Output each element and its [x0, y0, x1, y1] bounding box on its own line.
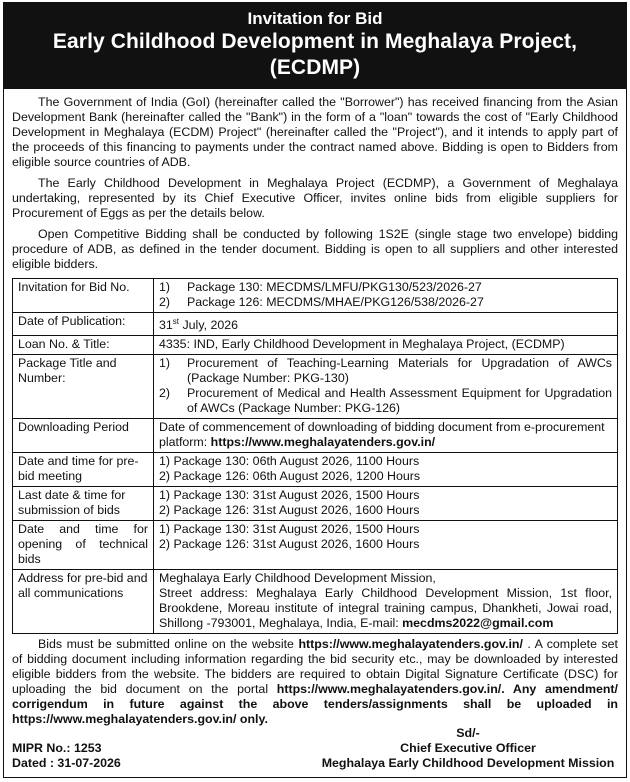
table-row: [13, 521, 618, 570]
notice-body: [4, 89, 626, 727]
download-value: Date of commencement of downloading of bidding document from e-procurement platform: https://www.meghalayatenders.gov.in/: [154, 419, 618, 453]
tender-portal-link[interactable]: https://www.meghalayatenders.gov.in/: [298, 637, 523, 652]
prebid-label: Date and time for pre-bid meeting: [13, 453, 154, 487]
signatory-organization: Meghalaya Early Childhood Development Mission: [321, 756, 615, 770]
table-row: [13, 279, 618, 313]
ifb-label: Invitation for Bid No.: [13, 279, 154, 313]
dated: Dated : 31-07-2026: [12, 756, 121, 770]
table-row: [13, 355, 618, 419]
ifb-value: [154, 279, 618, 313]
table-row: [13, 570, 618, 634]
lastdate-label: Last date & time for submission of bids: [13, 487, 154, 521]
table-row: [13, 313, 618, 336]
package-value: [154, 355, 618, 419]
loan-label: Loan No. & Title:: [13, 336, 154, 355]
paragraph-procedure: Open Competitive Bidding shall be conducted by following 1S2E (single stage two envelope) bidding procedure of ADB, as defined in the tender document. Bidding is open to all suppliers and other interested eligible bidders.: [12, 227, 618, 271]
signatory-designation: Chief Executive Officer: [400, 741, 536, 755]
mipr-block: [12, 741, 121, 771]
paragraph-submission: Bids must be submitted online on the website https://www.meghalayatenders.gov.in/ . A complete set of bidding document including information regarding the bid security etc., may be downloaded by interested eligible bidders from the website. The bidders are required to obtain Digital Signature Certificate (DSC) for uploading the bid document on the portal https://www.meghalayatenders.gov.in/. Any amendment/ corrigendum in future against the above tenders/assignments shall be uploaded in https://www.meghalayatenders.gov.in/ only.: [12, 637, 618, 727]
notice-footer: [12, 709, 618, 771]
tender-portal-link[interactable]: https://www.meghalayatenders.gov.in/: [276, 682, 502, 697]
address-label: Address for pre-bid and all communications: [13, 570, 154, 634]
address-value: Meghalaya Early Childhood Development Mission, Street address: Meghalaya Early Childhood Development Mission, 1st floor, Brookdene, Moreau institute of integral training campus, Dhankheti, Jowai road, Shillong -793001, Meghalaya, India, E-mail: mecdms2022@gmail.com: [154, 570, 618, 634]
notice-header: [4, 3, 626, 89]
paragraph-financing: The Government of India (GoI) (hereinafter called the "Borrower") has received financing from the Asian Development Bank (hereinafter called the "Bank") in the form of a "loan" towards the cost of "Early Childhood Development in Meghalaya (ECDM) Project" (hereinafter called the "Project"), and it intends to apply part of the proceeds of this financing to payments under the contract named above. Bidding is open to Bidders from eligible source countries of ADB.: [12, 95, 618, 169]
table-row: [13, 487, 618, 521]
publication-value: 31st July, 2026: [154, 313, 618, 336]
paragraph-invitation: The Early Childhood Development in Meghalaya Project (ECDMP), a Government of Meghalaya undertaking, represented by its Chief Executive Officer, invites online bids from eligible suppliers for Procurement of Eggs as per the details below.: [12, 176, 618, 220]
signature-block: [318, 726, 618, 771]
list-item: 1) Procurement of Teaching-Learning Materials for Upgradation of AWCs (Package Number: PKG-130): [159, 356, 612, 386]
notice-page: [3, 2, 627, 778]
lastdate-value: 1) Package 130: 31st August 2026, 1500 Hours 2) Package 126: 31st August 2026, 1600 Hours: [154, 487, 618, 521]
opening-label: Date and time for opening of technical bids: [13, 521, 154, 570]
list-item: 1) Package 130: MECDMS/LMFU/PKG130/523/2026-27: [159, 280, 482, 294]
table-row: [13, 419, 618, 453]
loan-value: 4335: IND, Early Childhood Development in Meghalaya Project, (ECDMP): [154, 336, 618, 355]
project-title: Early Childhood Development in Meghalaya Project, (ECDMP): [52, 30, 578, 79]
notice-title: Invitation for Bid: [247, 9, 383, 28]
bid-details-table: [12, 278, 618, 634]
table-row: [13, 336, 618, 355]
table-row: [13, 453, 618, 487]
publication-label: Date of Publication:: [13, 313, 154, 336]
opening-value: 1) Package 130: 31st August 2026, 1500 Hours 2) Package 126: 31st August 2026, 1600 Hours: [154, 521, 618, 570]
tender-portal-link[interactable]: https://www.meghalayatenders.gov.in/: [210, 435, 436, 450]
download-label: Downloading Period: [13, 419, 154, 453]
prebid-value: 1) Package 130: 06th August 2026, 1100 Hours 2) Package 126: 06th August 2026, 1200 Hours: [154, 453, 618, 487]
package-label: Package Title and Number:: [13, 355, 154, 419]
contact-email-link[interactable]: mecdms2022@gmail.com: [402, 616, 554, 631]
list-item: 2) Procurement of Medical and Health Assessment Equipment for Upgradation of AWCs (Package Number: PKG-126): [159, 386, 612, 416]
list-item: 2) Package 126: MECDMS/MHAE/PKG126/538/2026-27: [159, 295, 484, 309]
signature-sd: Sd/-: [456, 726, 480, 740]
mipr-number: MIPR No.: 1253: [12, 741, 102, 755]
